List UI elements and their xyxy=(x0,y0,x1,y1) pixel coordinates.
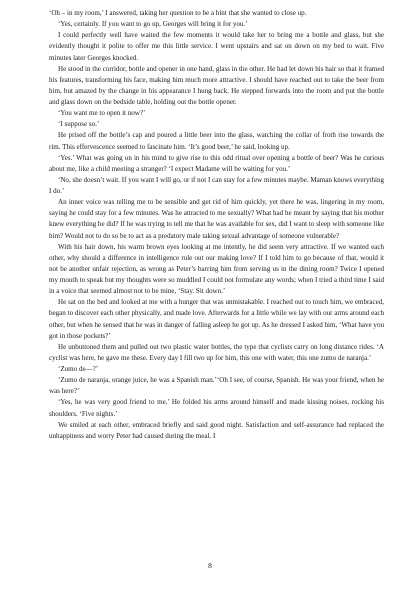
paragraph: ‘No, she doesn’t wait. If you want I will go, or if not I can stay for a few minutes maybe. Maman knows everything I do.’ xyxy=(49,175,384,195)
page-number: 8 xyxy=(208,561,212,570)
paragraph: He prised off the bottle’s cap and poured a little beer into the glass, watching the collar of froth rise towards the rim. This effervescence seemed to fascinate him. ‘It’s good beer,’ he said, looking up. xyxy=(49,131,384,151)
paragraph: ‘Zumo de—?’ xyxy=(58,365,99,373)
paragraph: ‘Zumo de naranja, orange juice, he was a Spanish man.’‘Oh I see, of course, Spanish. He was your friend, when he was here?’ xyxy=(49,376,384,396)
paragraph: ‘Yes, he was very good friend to me.’ He folded his arms around himself and made kissing noises, rocking his shoulders. ‘Five nights.’ xyxy=(49,398,384,418)
paragraph: ‘I suppose so.’ xyxy=(58,120,100,129)
body-text xyxy=(49,8,384,442)
paragraph: We smiled at each other, embraced briefly and said good night. Satisfaction and self-assurance had replaced the unhappiness and worry Peter had caused during the meal. I xyxy=(49,420,384,440)
paragraph: ‘Oh – in my room,’ I answered, taking her question to be a hint that she wanted to close up. xyxy=(49,9,307,17)
paragraph: He unbuttoned them and pulled out two plastic water bottles, the type that cyclists carry on long distance rides. ‘A cyclist was here, he gave me these. Every day I fill two up for him, this one with water, this one zumo de naranja.’ xyxy=(49,342,384,362)
paragraph: ‘Yes.’ What was going on in his mind to give rise to this odd ritual over opening a bottle of beer? Was he curious about me, like a child meeting a stranger? ‘I expect Madame will be waiting for you.’ xyxy=(49,153,384,173)
paragraph: He sat on the bed and looked at me with a hunger that was unmistakable. I reached out to touch him, we embraced, began to discover each other physically, and made love. Afterwards for a little while we lay with our arms around each other, but when he sensed that he was in danger of falling asleep he got up. As he dressed I asked him, ‘What have you got in those pockets?’ xyxy=(49,298,384,340)
paragraph: He stood in the corridor, bottle and opener in one hand, glass in the other. He had let down his hair so that it framed his features, transforming his face, making him much more attractive. I should have reached out to take the beer from him, but amazed by the change in his appearance I hung back. He stepped forwards into the room and put the bottle and glass down on the bedside table, holding out the bottle opener. xyxy=(49,64,384,106)
paragraph: ‘Yes, certainly. If you want to go up, Georges will bring it for you.’ xyxy=(58,20,248,29)
paragraph: ‘You want me to open it now?’ xyxy=(58,109,146,118)
paragraph: With his hair down, his warm brown eyes looking at me intently, he did seem very attractive. If we wanted each other, why should a difference in intelligence rule out our making love? If I told him to go because of that, would it not be another unfair rejection, as wrong as Peter’s barring him from serving us in the dining room? Twice I opened my mouth to speak but my thoughts were so muddled I could not formulate any words; when I tried a third time I said in a voice that seemed almost not to be mine, ‘Stay. Sit down.’ xyxy=(49,242,384,296)
paragraph: I could perfectly well have waited the few moments it would take her to bring me a bottle and glass, but she evidently thought it polite to offer me this little service. I went upstairs and sat on down on my bed to wait. Five minutes later Georges knocked. xyxy=(49,31,384,62)
paragraph: An inner voice was telling me to be sensible and get rid of him quickly, yet there he was, lingering in my room, saying he could stay for a few minutes. Was he attracted to me sexually? What had he meant by saying that his mother knew everything he did? If he was trying to tell me that he was available for sex, did I want to sleep with someone like him? Would not to do so be to act as a predatory male taking sexual advantage of someone vulnerable? xyxy=(49,198,384,240)
